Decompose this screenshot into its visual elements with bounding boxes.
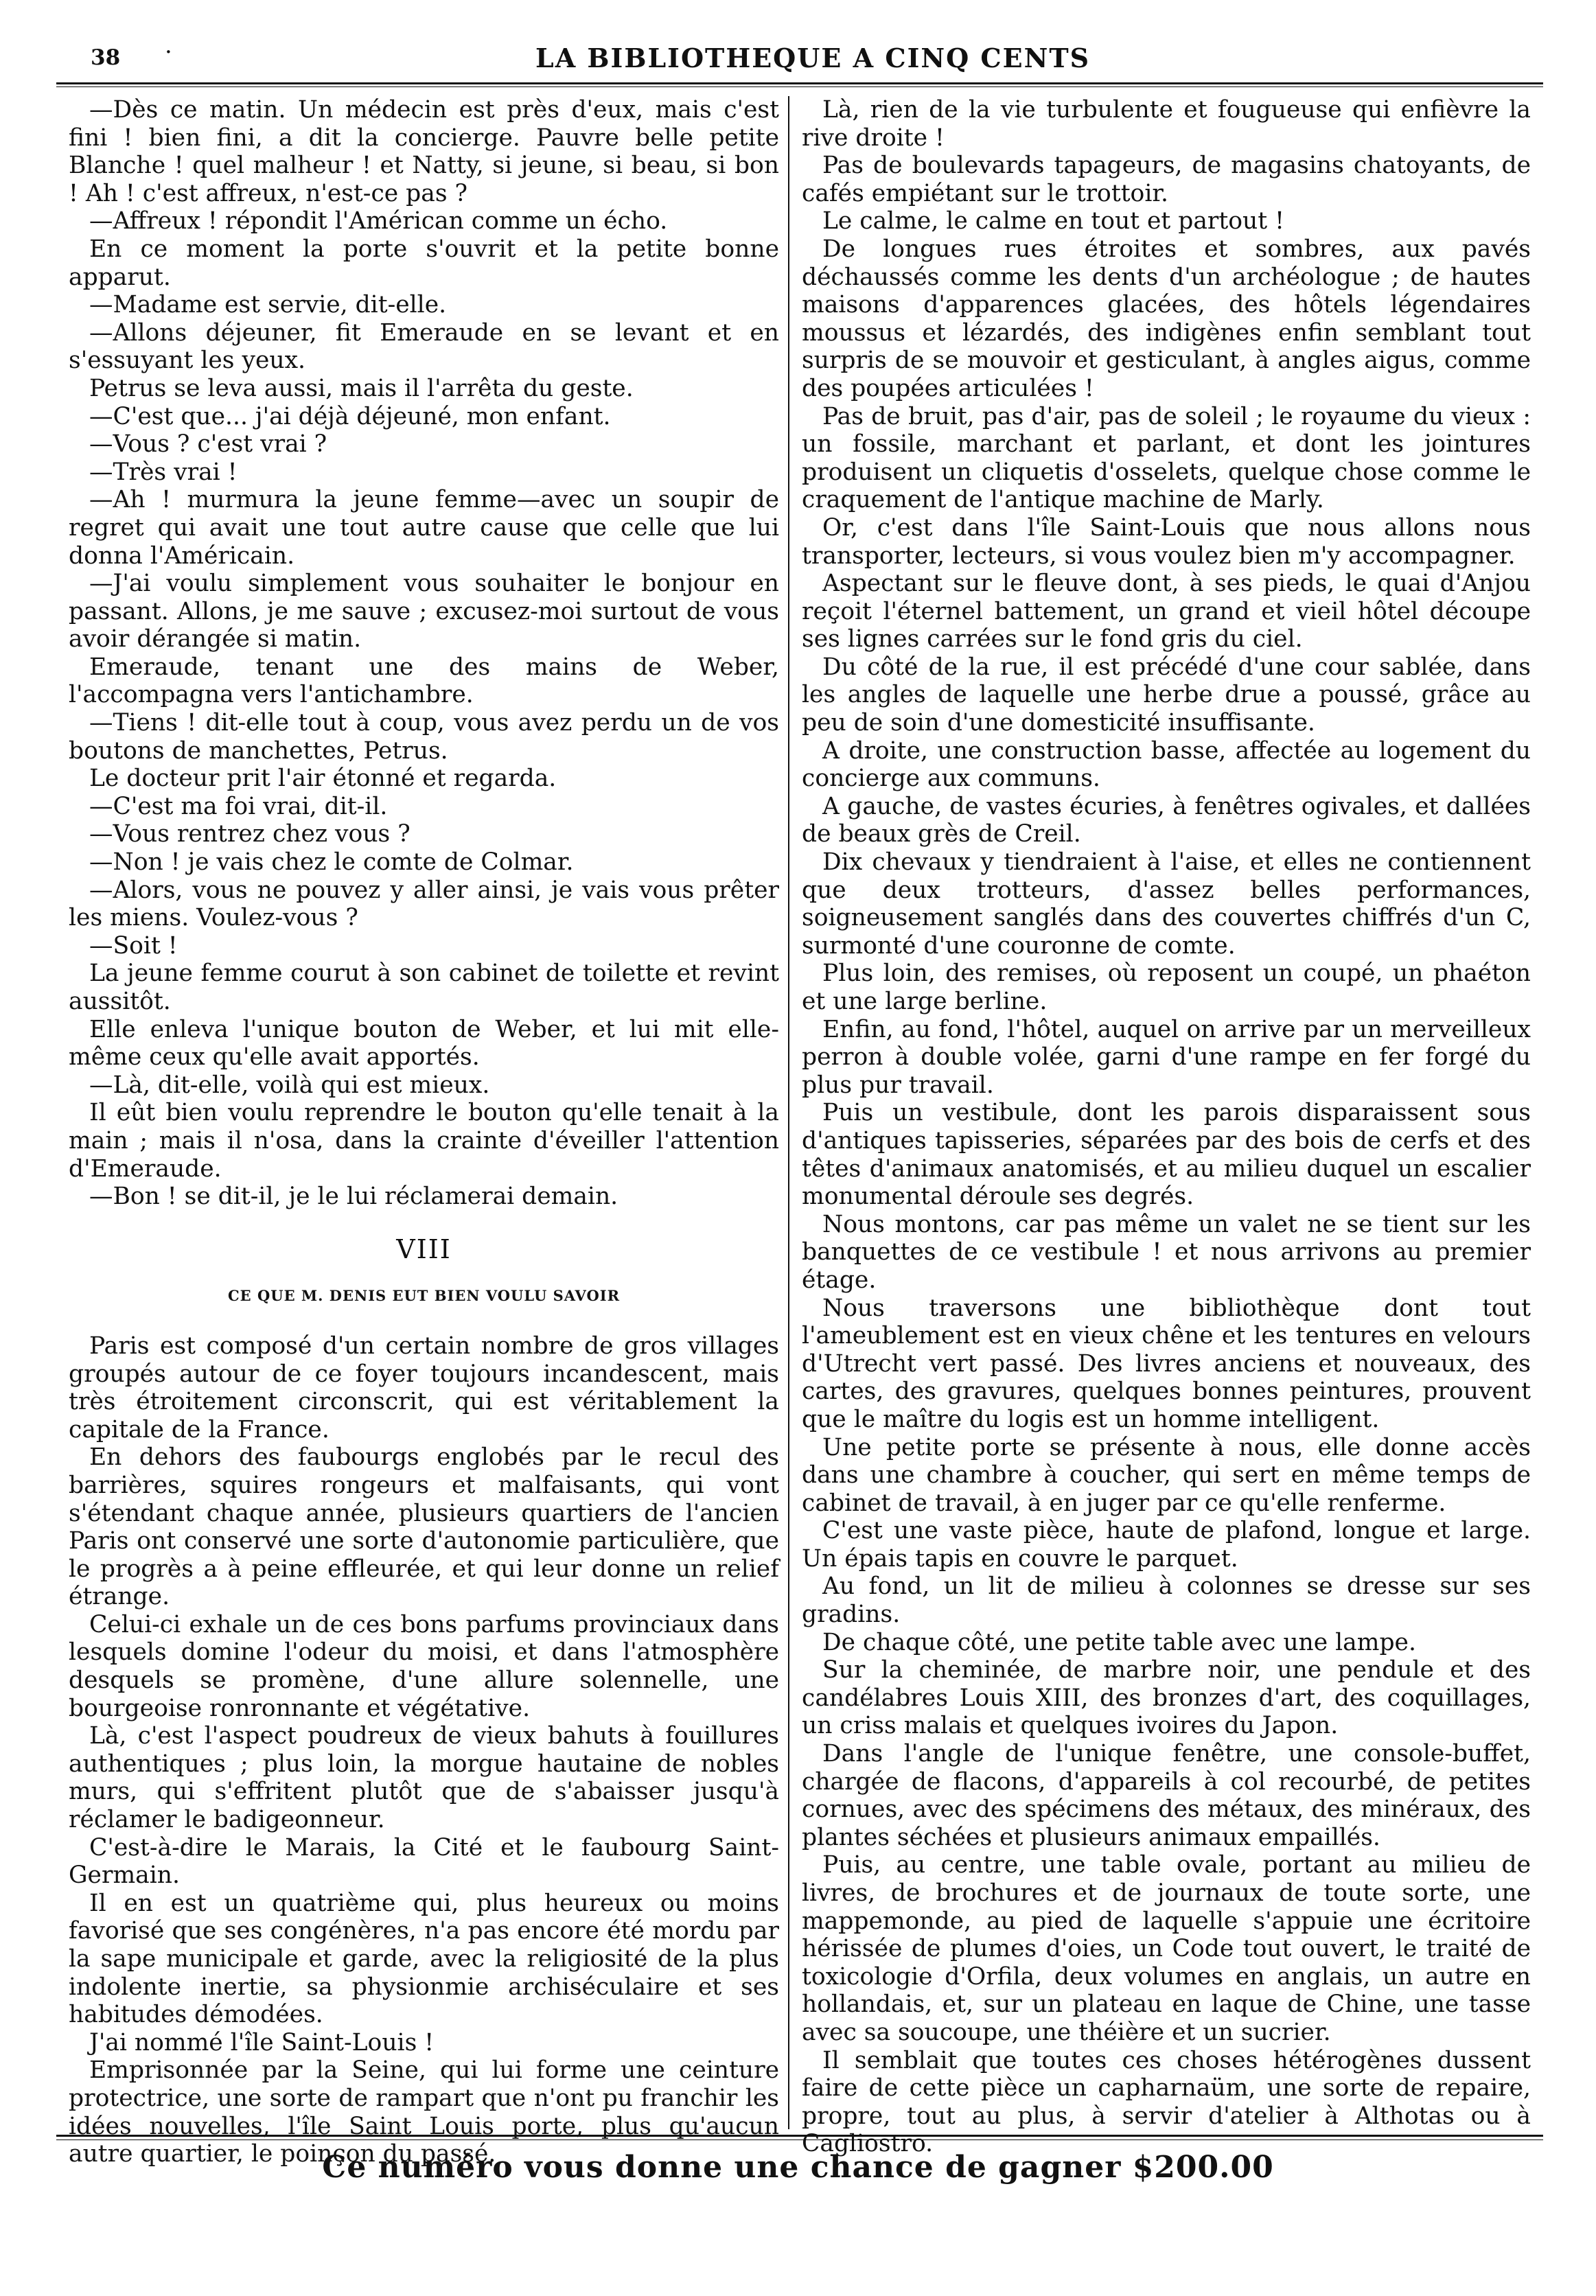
paragraph: Petrus se leva aussi, mais il l'arrêta du geste. <box>89 374 634 402</box>
paragraph: Du côté de la rue, il est précédé d'une cour sablée, dans les angles de laquelle une herbe drue a poussé, grâce au peu de soin d'une domesticité insuffisante. <box>802 653 1531 737</box>
paragraph: Nous traversons une bibliothèque dont tout l'ameublement est en vieux chêne et les tentures en velours d'Utrecht vert passé. Des livres anciens et nouveaux, des cartes, des gravures, quelques bonnes peintures, prouvent que le maître du logis est un homme intelligent. <box>802 1294 1531 1433</box>
left-column <box>69 96 779 2168</box>
paragraph: —Vous rentrez chez vous ? <box>89 820 410 848</box>
paragraph: A gauche, de vastes écuries, à fenêtres ogivales, et dallées de beaux grès de Creil. <box>802 792 1531 848</box>
paragraph: Il semblait que toutes ces choses hétérogènes dussent faire de cette pièce un capharnaüm, une sorte de repaire, propre, tout au plus, à servir d'atelier à Althotas ou à Cagliostro. <box>802 2046 1531 2158</box>
paragraph: A droite, une construction basse, affectée au logement du concierge aux communs. <box>802 737 1531 793</box>
paragraph: J'ai nommé l'île Saint-Louis ! <box>89 2028 435 2056</box>
paragraph: Sur la cheminée, de marbre noir, une pendule et des candélabres Louis XIII, des bronzes d'art, des coquillages, un criss malais et quelques ivoires du Japon. <box>802 1656 1531 1740</box>
paragraph: —Affreux ! répondit l'Américan comme un écho. <box>89 207 668 235</box>
paragraph: Dix chevaux y tiendraient à l'aise, et elles ne contiennent que deux trotteurs, d'assez belles performances, soigneusement sanglés dans des couvertes chiffrés d'un C, surmonté d'une couronne de comte. <box>802 848 1531 960</box>
paragraph: Or, c'est dans l'île Saint-Louis que nous allons nous transporter, lecteurs, si vous voulez bien m'y accompagner. <box>802 513 1531 570</box>
paragraph: Pas de bruit, pas d'air, pas de soleil ; le royaume du vieux : un fossile, marchant et parlant, et dont les jointures produisent un cliquetis d'osselets, quelque chose comme le craquement de l'antique machine de Marly. <box>802 402 1531 514</box>
paragraph: C'est-à-dire le Marais, la Cité et le faubourg Saint-Germain. <box>69 1833 779 1890</box>
page-number: 38 <box>91 45 121 70</box>
left-column-text-before <box>69 96 779 1211</box>
header-rule-thin <box>56 86 1543 87</box>
right-column-text <box>802 96 1531 2158</box>
header-rule <box>56 82 1543 84</box>
paragraph: —Alors, vous ne pouvez y aller ainsi, je vais vous prêter les miens. Voulez-vous ? <box>69 876 779 932</box>
paragraph: —Là, dit-elle, voilà qui est mieux. <box>89 1071 490 1099</box>
paragraph: —C'est ma foi vrai, dit-il. <box>89 792 388 820</box>
paragraph: —Madame est servie, dit-elle. <box>89 291 447 319</box>
chapter-number: VIII <box>396 1233 452 1264</box>
paragraph: Là, c'est l'aspect poudreux de vieux bahuts à fouillures authentiques ; plus loin, la morgue hautaine de nobles murs, qui s'effritent plutôt que de s'abaisser jusqu'à réclamer le badigeonneur. <box>69 1722 779 1834</box>
paragraph: Le calme, le calme en tout et partout ! <box>822 207 1284 235</box>
running-title: LA BIBLIOTHEQUE A CINQ CENTS <box>535 43 1091 73</box>
paragraph: Au fond, un lit de milieu à colonnes se dresse sur ses gradins. <box>802 1573 1531 1629</box>
paragraph: —Dès ce matin. Un médecin est près d'eux, mais c'est fini ! bien fini, a dit la concierge. Pauvre belle petite Blanche ! quel malheur ! et Natty, si jeune, si beau, si bon ! Ah ! c'est affreux, n'est-ce pas ? <box>69 96 779 207</box>
paragraph: Dans l'angle de l'unique fenêtre, une console-buffet, chargée de flacons, d'appareils à col recourbé, de petites cornues, avec des spécimens des métaux, des minéraux, des plantes séchées et plusieurs animaux empaillés. <box>802 1740 1531 1851</box>
paragraph: —C'est que... j'ai déjà déjeuné, mon enfant. <box>89 402 611 430</box>
paragraph: —Allons déjeuner, fit Emeraude en se levant et en s'essuyant les yeux. <box>69 318 779 375</box>
paragraph: —Très vrai ! <box>89 458 238 486</box>
paragraph: Elle enleva l'unique bouton de Weber, et lui mit elle-même ceux qu'elle avait apportés. <box>69 1015 779 1071</box>
paragraph: Aspectant sur le fleuve dont, à ses pieds, le quai d'Anjou reçoit l'éternel battement, un grand et vieil hôtel découpe ses lignes carrées sur le fond gris du ciel. <box>802 570 1531 653</box>
paragraph: C'est une vaste pièce, haute de plafond, longue et large. Un épais tapis en couvre le parquet. <box>802 1517 1531 1573</box>
right-column <box>802 96 1531 2158</box>
left-column-text-after <box>69 1332 779 2168</box>
paragraph: —Ah ! murmura la jeune femme—avec un soupir de regret qui avait une tout autre cause que celle que lui donna l'Américain. <box>69 486 779 570</box>
paragraph: Plus loin, des remises, où reposent un coupé, un phaéton et une large berline. <box>802 960 1531 1015</box>
paragraph: Puis un vestibule, dont les parois disparaissent sous d'antiques tapisseries, séparées par des bois de cerfs et des têtes d'animaux anatomisés, et au milieu duquel un escalier monumental déroule ses degrés. <box>802 1099 1531 1211</box>
paragraph: Pas de boulevards tapageurs, de magasins chatoyants, de cafés empiétant sur le trottoir. <box>802 152 1531 207</box>
paragraph: —Tiens ! dit-elle tout à coup, vous avez perdu un de vos boutons de manchettes, Petrus. <box>69 709 779 765</box>
paragraph: Paris est composé d'un certain nombre de gros villages groupés autour de ce foyer toujours incandescent, mais très étroitement circonscrit, qui est véritablement la capitale de la France. <box>69 1332 779 1443</box>
column-divider <box>788 96 789 2129</box>
paragraph: —Vous ? c'est vrai ? <box>89 430 327 459</box>
footer-rule <box>56 2135 1543 2137</box>
paragraph: Il en est un quatrième qui, plus heureux ou moins favorisé que ses congénères, n'a pas encore été mordu par la sape municipale et garde, avec la religiosité de la plus indolente inertie, sa physionmie archiséculaire et ses habitudes démodées. <box>69 1889 779 2029</box>
paragraph: —Soit ! <box>89 931 178 960</box>
paragraph: Puis, au centre, une table ovale, portant au milieu de livres, de brochures et de journaux de toute sorte, une mappemonde, au pied de laquelle s'appuie une écritoire hérissée de plumes d'oies, un Code tout ouvert, le traité de toxicologie d'Orfila, deux volumes en anglais, un autre en hollandais, et, sur un plateau en laque de Chine, une tasse avec sa soucoupe, une théière et un sucrier. <box>802 1851 1531 2046</box>
paragraph: De chaque côté, une petite table avec une lampe. <box>822 1628 1416 1656</box>
paragraph: Nous montons, car pas même un valet ne se tient sur les banquettes de ce vestibule ! et nous arrivons au premier étage. <box>802 1210 1531 1294</box>
footer-banner: Ce numéro vous donne une chance de gagner $200.00 <box>322 2150 1274 2185</box>
paragraph: Celui-ci exhale un de ces bons parfums provinciaux dans lesquels domine l'odeur du moisi, et dans l'atmosphère desquels se promène, d'une allure solennelle, une bourgeoise ronronnante et végétative. <box>69 1610 779 1722</box>
paragraph: —Non ! je vais chez le comte de Colmar. <box>89 848 574 877</box>
paragraph: En ce moment la porte s'ouvrit et la petite bonne apparut. <box>69 235 779 291</box>
header-dot: · <box>165 38 172 66</box>
paragraph: —Bon ! se dit-il, je le lui réclamerai demain. <box>89 1183 618 1211</box>
paragraph: Il eût bien voulu reprendre le bouton qu'elle tenait à la main ; mais il n'osa, dans la crainte d'éveiller l'attention d'Emeraude. <box>69 1099 779 1183</box>
chapter-title: CE QUE M. DENIS EUT BIEN VOULU SAVOIR <box>227 1287 621 1305</box>
paragraph: Enfin, au fond, l'hôtel, auquel on arrive par un merveilleux perron à double volée, garni d'une rampe en fer forgé du plus pur travail. <box>802 1015 1531 1099</box>
paragraph: De longues rues étroites et sombres, aux pavés déchaussés comme les dents d'un archéologue ; de hautes maisons d'apparences glacées, des hôtels légendaires moussus et lézardés, des indigènes enfin semblant tout surpris de se mouvoir et gesticulant, à angles aigus, comme des poupées articulées ! <box>802 235 1531 402</box>
paragraph: —J'ai voulu simplement vous souhaiter le bonjour en passant. Allons, je me sauve ; excusez-moi surtout de vous avoir dérangée si matin. <box>69 570 779 653</box>
paragraph: Une petite porte se présente à nous, elle donne accès dans une chambre à coucher, qui sert en même temps de cabinet de travail, à en juger par ce qu'elle renferme. <box>802 1433 1531 1517</box>
paragraph: Emprisonnée par la Seine, qui lui forme une ceinture protectrice, une sorte de rampart que n'ont pu franchir les idées nouvelles, l'île Saint Louis porte, plus qu'aucun autre quartier, le poinçon du passé. <box>69 2056 779 2168</box>
paragraph: Le docteur prit l'air étonné et regarda. <box>89 765 557 793</box>
paragraph: Emeraude, tenant une des mains de Weber, l'accompagna vers l'antichambre. <box>69 653 779 709</box>
paragraph: La jeune femme courut à son cabinet de toilette et revint aussitôt. <box>69 960 779 1015</box>
paragraph: Là, rien de la vie turbulente et fougueuse qui enfièvre la rive droite ! <box>802 96 1531 152</box>
paragraph: En dehors des faubourgs englobés par le recul des barrières, squires rongeurs et malfaisants, qui vont s'étendant chaque année, plusieurs quartiers de l'ancien Paris ont conservé une sorte d'autonomie particulière, que le progrès a à peine effleurée, et qui leur donne un relief étrange. <box>69 1443 779 1611</box>
